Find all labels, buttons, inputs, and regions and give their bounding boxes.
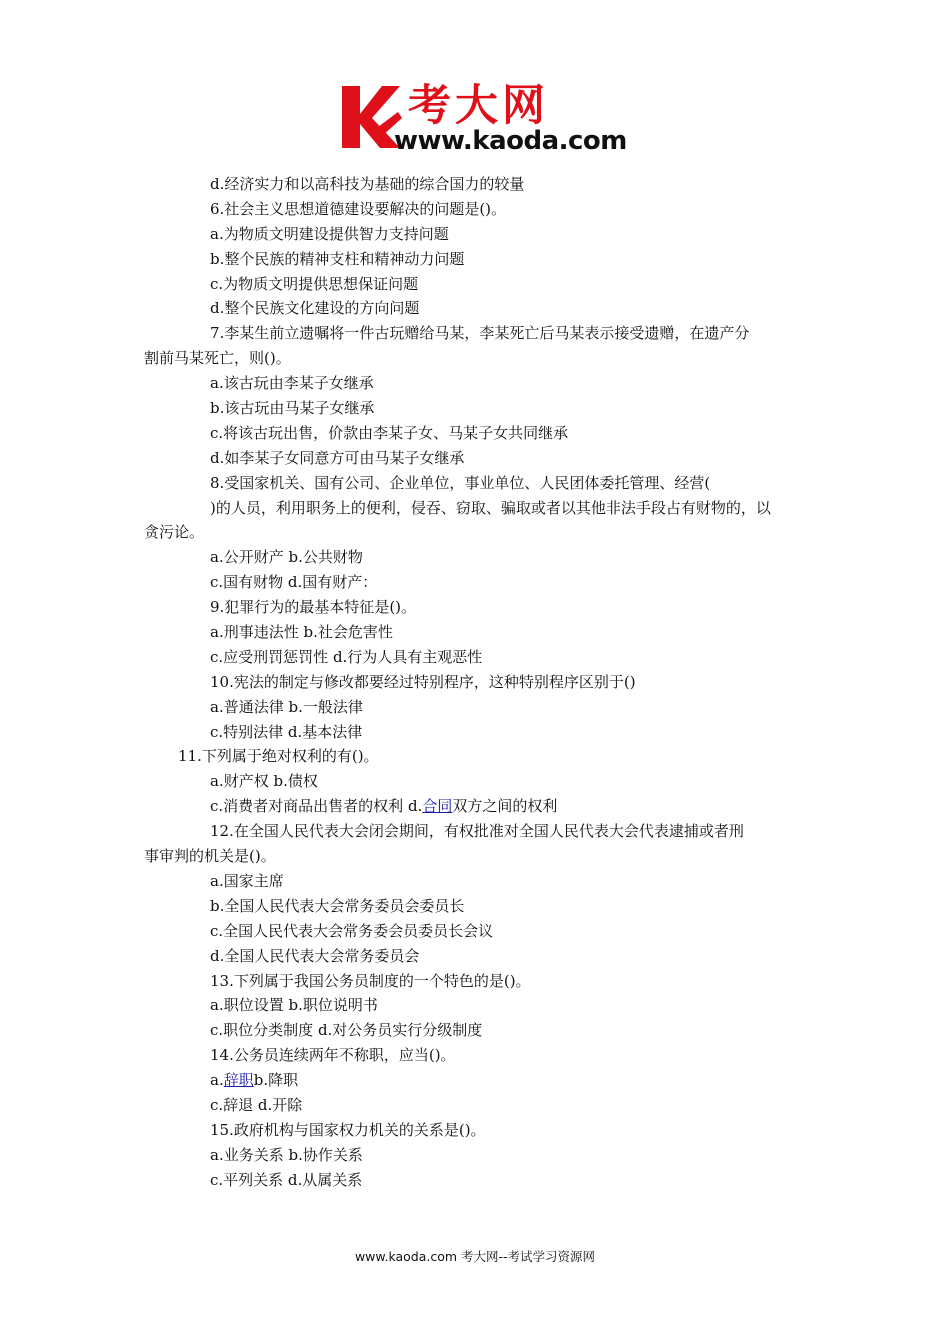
site-logo — [338, 78, 658, 160]
line-text: b.降职 — [253, 1071, 299, 1090]
line-text: 7.李某生前立遗嘱将一件古玩赠给马某，李某死亡后马某表示接受遗赠，在遗产分 — [210, 324, 750, 343]
text-line — [144, 695, 808, 720]
text-line — [144, 346, 808, 371]
text-line — [144, 545, 808, 570]
line-text: 14.公务员连续两年不称职，应当()。 — [210, 1046, 456, 1065]
text-line — [144, 446, 808, 471]
logo-title: 考大网 — [408, 81, 549, 131]
line-text: 割前马某死亡，则()。 — [144, 349, 291, 368]
text-line — [144, 620, 808, 645]
text-line — [144, 969, 808, 994]
line-text: 12.在全国人民代表大会闭会期间，有权批准对全国人民代表大会代表逮捕或者刑 — [210, 822, 744, 841]
line-text: a.该古玩由李某子女继承 — [210, 374, 374, 393]
text-line — [144, 894, 808, 919]
line-text: c.为物质文明提供思想保证问题 — [210, 274, 419, 293]
text-line — [144, 321, 808, 346]
text-line — [144, 471, 808, 496]
line-text: c.消费者对商品出售者的权利 d. — [210, 797, 423, 816]
text-line — [144, 570, 808, 595]
line-text: 9.犯罪行为的最基本特征是()。 — [210, 598, 417, 617]
line-text: c.职位分类制度 d.对公务员实行分级制度 — [210, 1021, 483, 1040]
line-text: d.整个民族文化建设的方向问题 — [210, 299, 420, 318]
line-text: c.应受刑罚惩罚性 d.行为人具有主观恶性 — [210, 647, 483, 666]
line-text: a.业务关系 b.协作关系 — [210, 1145, 363, 1164]
line-text: a.国家主席 — [210, 871, 284, 890]
line-text: a.普通法律 b.一般法律 — [210, 697, 363, 716]
line-text: c.特别法律 d.基本法律 — [210, 722, 363, 741]
text-line — [144, 919, 808, 944]
text-line — [144, 520, 808, 545]
text-line — [144, 744, 808, 769]
line-text: b.整个民族的精神支柱和精神动力问题 — [210, 249, 465, 268]
line-text: )的人员，利用职务上的便利，侵吞、窃取、骗取或者以其他非法手段占有财物的，以 — [210, 498, 771, 517]
text-line — [144, 1093, 808, 1118]
line-text: 双方之间的权利 — [452, 797, 558, 816]
line-text: b.该古玩由马某子女继承 — [210, 399, 375, 418]
text-line — [144, 247, 808, 272]
line-text: 15.政府机构与国家权力机关的关系是()。 — [210, 1120, 486, 1139]
line-text: c.国有财物 d.国有财产： — [210, 573, 378, 592]
line-text: a.财产权 b.债权 — [210, 772, 318, 791]
text-line — [144, 844, 808, 869]
line-text: 8.受国家机关、国有公司、企业单位，事业单位、人民团体委托管理、经营( — [210, 473, 711, 492]
text-line — [144, 197, 808, 222]
document-body — [144, 172, 808, 1193]
text-line — [144, 396, 808, 421]
text-line — [144, 670, 808, 695]
line-text: 13.下列属于我国公务员制度的一个特色的是()。 — [210, 971, 531, 990]
line-text: 事审判的机关是()。 — [144, 847, 276, 866]
text-line — [144, 272, 808, 297]
line-text: c.平列关系 d.从属关系 — [210, 1170, 363, 1189]
line-text: a.刑事违法性 b.社会危害性 — [210, 623, 393, 642]
line-text: 11.下列属于绝对权利的有()。 — [178, 747, 379, 766]
page-footer: www.kaoda.com 考大网--考试学习资源网 — [354, 1249, 596, 1264]
text-line — [144, 496, 808, 521]
text-line — [144, 222, 808, 247]
inline-link[interactable]: 辞职 — [223, 1071, 254, 1090]
text-line — [144, 172, 808, 197]
text-line — [144, 1168, 808, 1193]
line-text: a. — [210, 1071, 224, 1090]
line-text: d.全国人民代表大会常务委员会 — [210, 946, 420, 965]
text-line — [144, 296, 808, 321]
text-line — [144, 371, 808, 396]
line-text: a.为物质文明建设提供智力支持问题 — [210, 224, 449, 243]
logo-url: www.kaoda.com — [394, 126, 627, 156]
text-line — [144, 1118, 808, 1143]
text-line — [144, 819, 808, 844]
line-text: 6.社会主义思想道德建设要解决的问题是()。 — [210, 199, 507, 218]
line-text: c.将该古玩出售，价款由李某子女、马某子女共同继承 — [210, 423, 569, 442]
text-line — [144, 869, 808, 894]
line-text: 贪污论。 — [144, 523, 205, 542]
line-text: b.全国人民代表大会常务委员会委员长 — [210, 896, 465, 915]
line-text: 10.宪法的制定与修改都要经过特别程序，这种特别程序区别于() — [210, 672, 636, 691]
text-line — [144, 993, 808, 1018]
text-line — [144, 421, 808, 446]
text-line — [144, 1043, 808, 1068]
inline-link[interactable]: 合同 — [422, 797, 453, 816]
line-text: a.职位设置 b.职位说明书 — [210, 996, 378, 1015]
text-line — [144, 944, 808, 969]
text-line — [144, 645, 808, 670]
line-text: d.如李某子女同意方可由马某子女继承 — [210, 448, 465, 467]
text-line — [144, 595, 808, 620]
line-text: d.经济实力和以高科技为基础的综合国力的较量 — [210, 175, 525, 193]
line-text: c.辞退 d.开除 — [210, 1095, 303, 1114]
line-text: a.公开财产 b.公共财物 — [210, 548, 363, 567]
text-line — [144, 720, 808, 745]
text-line — [144, 769, 808, 794]
text-line — [144, 1018, 808, 1043]
text-line — [144, 1068, 808, 1093]
line-text: c.全国人民代表大会常务委会员委员长会议 — [210, 921, 494, 940]
text-line — [144, 1143, 808, 1168]
text-line — [144, 794, 808, 819]
